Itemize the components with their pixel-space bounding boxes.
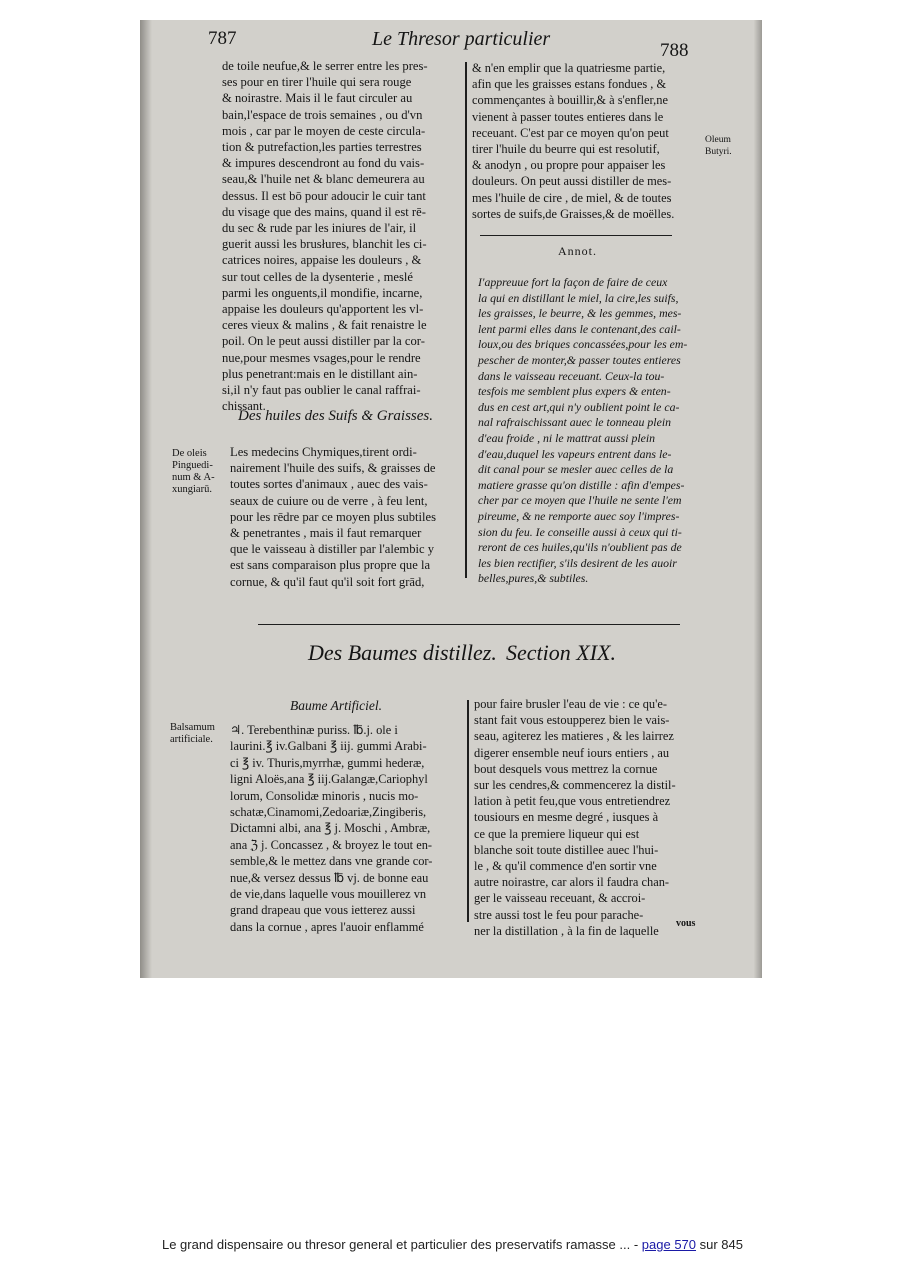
- text-line: lation à petit feu,que vous entretiendrez: [474, 794, 671, 809]
- text-line: ♃. Terebenthinæ puriss. ℔.j. ole i: [230, 723, 398, 737]
- margin-note-line: xungiarū.: [172, 484, 212, 495]
- text-line: digerer ensemble neuf iours entiers , au: [474, 745, 670, 760]
- text-line: pour faire brusler l'eau de vie : ce qu'e-: [474, 697, 667, 711]
- text-line: ci ℥ iv. Thuris,myrrhæ, gummi hederæ,: [230, 755, 425, 770]
- text-line: sortes de suifs,de Graisses,& de moëlles.: [472, 206, 675, 221]
- footer: [0, 1237, 905, 1252]
- margin-note-de-oleis: [172, 448, 215, 496]
- text-line: de vie,dans laquelle vous mouillerez vn: [230, 887, 427, 902]
- annot-line: belles,pures,& subtiles.: [478, 571, 589, 586]
- annot-line: cher par ce moyen que l'huile ne sente l'em: [478, 493, 682, 508]
- annot-line: pescher de monter,& passer toutes entieres: [478, 352, 681, 367]
- left-page-number: 787: [208, 28, 237, 49]
- margin-note-oleum-butyri: [705, 134, 732, 158]
- text-line: sur tout celles de la dysenterie , meslé: [222, 269, 413, 284]
- text-line: le , & qu'il commence d'en sortir vne: [474, 859, 657, 874]
- left-column-text-2: [230, 444, 464, 590]
- annot-line: dit canal pour se mesler auec celles de la: [478, 462, 674, 477]
- text-line: & impures descendront au fond du vais-: [222, 156, 425, 171]
- text-line: & n'en emplir que la quatriesme partie,: [472, 61, 666, 75]
- text-line: Dictamni albi, ana ℥ j. Moschi , Ambræ,: [230, 821, 431, 836]
- text-line: ana ℨ j. Concassez , & broyez le tout en-: [230, 837, 433, 852]
- annot-line: I'appreuue fort la façon de faire de ceux: [478, 275, 668, 289]
- text-line: receuant. C'est par ce moyen qu'on peut: [472, 125, 669, 140]
- text-line: de toile neufue,& le serrer entre les pres-: [222, 59, 428, 73]
- text-line: ger le vaisseau receuant, & accroi-: [474, 891, 646, 906]
- margin-note-line: num & A-: [172, 472, 215, 483]
- text-line: nairement l'huile des suifs, & graisses de: [230, 461, 436, 476]
- text-line: dessus. Il est bō pour adoucir le cuir tant: [222, 188, 426, 203]
- text-line: commençantes à bouillir,& à s'enfler,ne: [472, 93, 668, 108]
- text-line: chissant.: [222, 399, 266, 414]
- text-line: parmi les onguents,il mondifie, incarne,: [222, 285, 423, 300]
- text-line: guerit aussi les brusłures, blanchit les ci-: [222, 237, 427, 252]
- annot-line: d'eau,duquel les vapeurs entrent dans le-: [478, 446, 672, 461]
- text-line: mes l'huile de cire , de miel, & de toutes: [472, 190, 672, 205]
- text-line: ligni Aloës,ana ℥ iij.Galangæ,Cariophyl: [230, 772, 428, 787]
- text-line: seau, agiterez les matieres , & les lairrez: [474, 729, 674, 744]
- annot-line: les graisses, le beurre, & les gemmes, mes-: [478, 306, 682, 321]
- annot-line: loux,ou des briques concassées,pour les em-: [478, 337, 688, 352]
- text-line: stant fait vous estoupperez bien le vais-: [474, 713, 670, 728]
- text-line: seaux de cuiure ou de verre , à feu lent,: [230, 493, 428, 508]
- text-line: est sans comparaison plus propre que la: [230, 558, 431, 573]
- annot-line: sion du feu. Ie conseille aussi à ceux qui ti-: [478, 524, 682, 539]
- annot-line: nal rafraischissant auec le tonneau plein: [478, 415, 671, 430]
- annot-line: pireume, & ne remporte auec soy l'impres-: [478, 508, 680, 523]
- text-line: tousiours en mesme degré , iusques à: [474, 810, 659, 825]
- page-link[interactable]: page 570: [641, 1237, 697, 1252]
- text-line: pour les rēdre par ce moyen plus subtiles: [230, 509, 436, 524]
- right-column-text: [472, 60, 704, 222]
- text-line: seau,& l'huile net & blanc demeurera au: [222, 172, 425, 187]
- text-line: poil. On le peut aussi distiller par la cor-: [222, 334, 425, 349]
- margin-note-line: Pinguedi-: [172, 460, 213, 471]
- annot-line: d'eau froide , ni le mattrat aussi plein: [478, 430, 656, 445]
- text-line: & penetrantes , mais il faut remarquer: [230, 526, 422, 541]
- text-line: vienent à passer toutes entieres dans le: [472, 109, 664, 124]
- text-line: ce que la premiere liqueur qui est: [474, 826, 640, 841]
- text-line: catrices noires, appaise les douleurs , &: [222, 253, 422, 268]
- annot-line: les bien rectifier, s'ils desirent de les auoir: [478, 555, 677, 570]
- text-line: bout desquels vous mettrez la cornue: [474, 761, 658, 776]
- text-line: nue,pour mesmes vsages,pour le rendre: [222, 350, 421, 365]
- text-line: & anodyn , ou propre pour appaiser les: [472, 158, 666, 173]
- baume-left-column-text: [230, 722, 462, 935]
- text-line: tion & putrefaction,les parties terrestres: [222, 140, 422, 155]
- margin-note-line: De oleis: [172, 448, 207, 459]
- text-line: cornue, & qu'il faut qu'il soit fort grād,: [230, 574, 425, 589]
- margin-note-line: Oleum: [705, 135, 731, 145]
- text-line: du visage que des mains, quand il est rē-: [222, 204, 426, 219]
- footer-page-total: sur 845: [696, 1237, 743, 1252]
- text-line: douleurs. On peut aussi distiller de mes-: [472, 174, 672, 189]
- annot-line: reront de ces huiles,qu'ils n'oublient pas de: [478, 540, 682, 555]
- text-line: laurini.℥ iv.Galbani ℥ iij. gummi Arabi-: [230, 739, 427, 754]
- text-line: toutes sortes d'animaux , auec des vais-: [230, 477, 428, 492]
- baume-heading: Baume Artificiel.: [290, 698, 382, 713]
- text-line: que le vaisseau à distiller par l'alembic y: [230, 542, 435, 557]
- annot-rule: [480, 235, 672, 236]
- annot-line: lent parmi elles dans le contenant,des cail-: [478, 321, 681, 336]
- running-title: Le Thresor particulier: [372, 28, 551, 50]
- text-line: stre aussi tost le feu pour parache-: [474, 907, 644, 922]
- text-line: & noirastre. Mais il le faut circuler au: [222, 91, 413, 106]
- section-title: Des Baumes distillez.: [308, 640, 497, 665]
- catchword: vous: [676, 918, 696, 929]
- section-heading-suifs: Des huiles des Suifs & Graisses.: [238, 408, 433, 424]
- footer-text: Le grand dispensaire ou thresor general et particulier des preservatifs ramasse ... -: [161, 1237, 642, 1252]
- text-line: schatæ,Cinamomi,Zedoariæ,Zingiberis,: [230, 805, 427, 820]
- page-edge-shadow: [754, 20, 762, 978]
- text-line: ses pour en tirer l'huile qui sera rouge: [222, 75, 412, 90]
- margin-note-line: artificiale.: [170, 734, 213, 745]
- text-line: Les medecins Chymiques,tirent ordi-: [230, 445, 417, 459]
- text-line: appaise les douleurs qu'apportent les vl-: [222, 302, 424, 317]
- margin-note-balsamum: [170, 722, 215, 746]
- text-line: mois , car par le moyen de ceste circula-: [222, 123, 426, 138]
- text-line: blanche soit toute distillee auec l'hui-: [474, 842, 659, 857]
- text-line: ceres vieux & malins , & fait renaistre le: [222, 318, 427, 333]
- annot-line: tesfois me semblent plus expers & enten-: [478, 384, 671, 399]
- annot-line: dus en cest art,qui n'y oublient point le ca-: [478, 399, 680, 414]
- margin-note-line: Butyri.: [705, 147, 732, 157]
- text-line: nue,& versez dessus ℔ vj. de bonne eau: [230, 870, 429, 885]
- annot-heading: Annot.: [558, 244, 597, 258]
- section-separator-rule: [258, 624, 680, 625]
- text-line: grand drapeau que vous ietterez aussi: [230, 903, 416, 918]
- text-line: semble,& le mettez dans vne grande cor-: [230, 854, 433, 869]
- text-line: bain,l'espace de trois semaines , ou d'vn: [222, 107, 423, 122]
- column-divider-top: [465, 62, 467, 578]
- text-line: tirer l'huile du beurre qui est resolutif,: [472, 142, 660, 157]
- section-number: Section XIX.: [506, 640, 616, 665]
- right-page-number: 788: [660, 40, 689, 61]
- text-line: du sec & rude par les iniures de l'air, il: [222, 221, 417, 236]
- text-line: ner la distillation , à la fin de laquelle: [474, 923, 659, 938]
- text-line: dans la cornue , apres l'auoir enflammé: [230, 919, 424, 934]
- baume-right-column-text: [474, 696, 706, 939]
- column-divider-bottom: [467, 700, 469, 922]
- annot-text: [478, 275, 708, 587]
- text-line: plus penetrant:mais en le distillant ain-: [222, 366, 418, 381]
- text-line: si,il n'y faut pas oublier le canal raffrai-: [222, 383, 421, 398]
- left-column-text: [222, 58, 462, 414]
- text-line: afin que les graisses estans fondues , &: [472, 77, 667, 92]
- text-line: lorum, Consolidæ minoris , nucis mo-: [230, 788, 419, 803]
- text-line: sur les cendres,& commencerez la distil-: [474, 778, 676, 793]
- annot-line: matiere grasse qu'on distille : afin d'empes-: [478, 477, 685, 492]
- text-line: autre noirastre, car alors il faudra chan-: [474, 875, 670, 890]
- annot-line: la qui en distillant le miel, la cire,les suifs,: [478, 290, 679, 305]
- scanned-page: [140, 20, 762, 978]
- margin-note-line: Balsamum: [170, 722, 215, 733]
- annot-line: dans le vaisseau receuant. Ceux-la tou-: [478, 368, 665, 383]
- page-binding-shadow: [140, 20, 152, 978]
